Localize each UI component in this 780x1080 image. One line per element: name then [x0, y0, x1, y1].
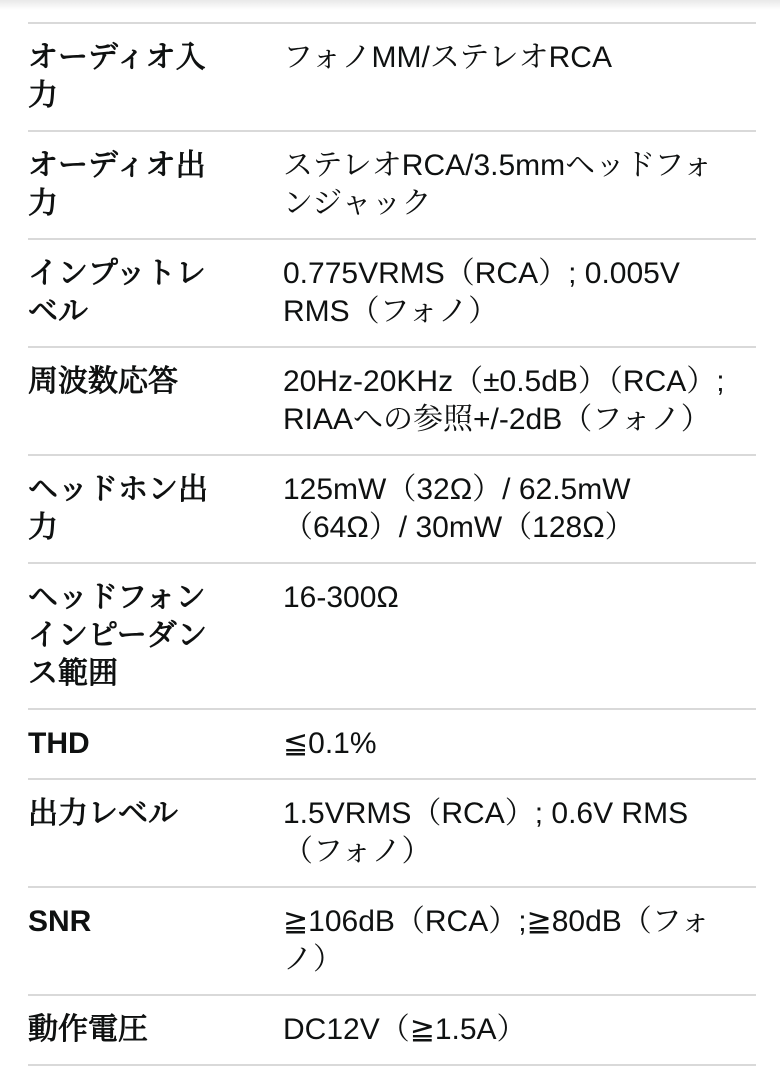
- spec-table-row: [28, 346, 756, 454]
- spec-table-row: [28, 708, 756, 778]
- spec-label: 動作電圧: [28, 1013, 148, 1046]
- spec-label: SNR: [28, 905, 92, 938]
- spec-value: 20Hz-20KHz（±0.5dB）（RCA）; RIAAへの参照+/-2dB（フォノ）: [283, 365, 725, 436]
- spec-table-row: [28, 886, 756, 994]
- spec-table-row: [28, 562, 756, 708]
- spec-table-row: [28, 238, 756, 346]
- spec-value: 16-300Ω: [283, 581, 399, 614]
- spec-label: オーディオ入力: [28, 41, 206, 112]
- spec-table-row: [28, 454, 756, 562]
- spec-value: DC12V（≧1.5A）: [283, 1013, 527, 1046]
- spec-table-row: [28, 130, 756, 238]
- spec-label: インプットレベル: [28, 257, 206, 328]
- spec-value: ≦0.1%: [283, 727, 377, 760]
- spec-value: 0.775VRMS（RCA）; 0.005V RMS（フォノ）: [283, 257, 680, 328]
- spec-value: 1.5VRMS（RCA）; 0.6V RMS（フォノ）: [283, 797, 689, 868]
- spec-table-row: [28, 994, 756, 1064]
- spec-value: 125mW（32Ω）/ 62.5mW（64Ω）/ 30mW（128Ω）: [283, 473, 635, 544]
- spec-table: [28, 22, 756, 1066]
- page-top-fade: [0, 0, 780, 10]
- spec-value: ≧106dB（RCA）;≧80dB（フォノ）: [283, 905, 711, 976]
- spec-table-row: [28, 22, 756, 130]
- spec-label: 周波数応答: [28, 365, 178, 398]
- spec-label: ヘッドホン出力: [28, 473, 208, 544]
- spec-value: フォノMM/ステレオRCA: [283, 41, 612, 74]
- spec-label: 出力レベル: [28, 797, 178, 830]
- spec-value: ステレオRCA/3.5mmヘッドフォンジャック: [283, 149, 713, 220]
- spec-label: オーディオ出力: [28, 149, 206, 220]
- spec-label: THD: [28, 727, 90, 760]
- spec-label: ヘッドフォンインピーダンス範囲: [28, 581, 208, 690]
- spec-table-row: [28, 778, 756, 886]
